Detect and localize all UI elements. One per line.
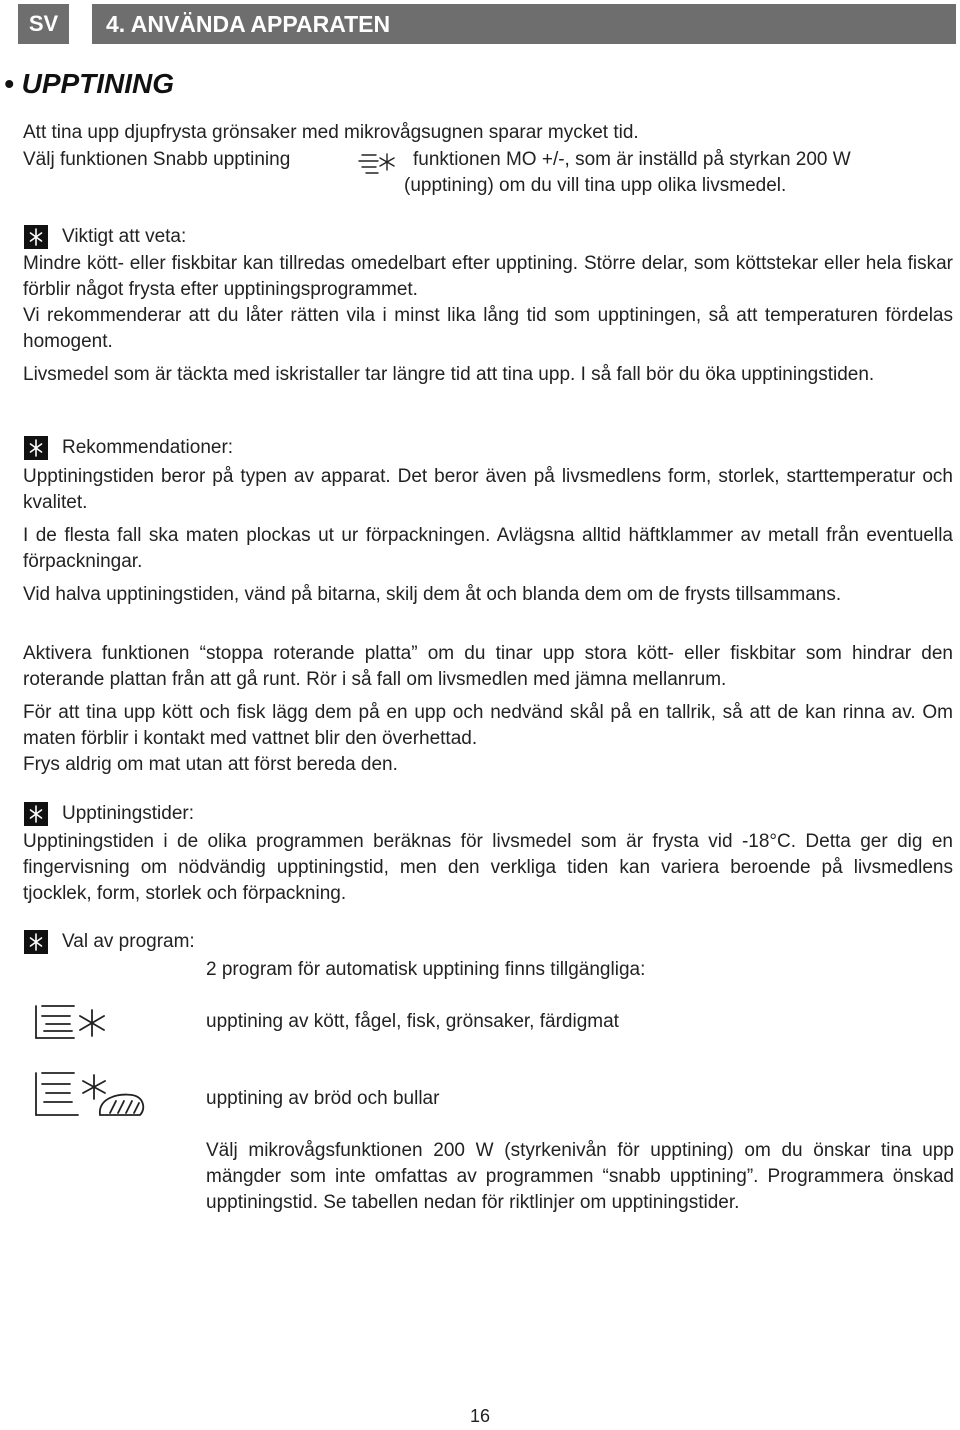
program-1: upptining av kött, fågel, fisk, grönsaker, färdigmat [206, 1011, 619, 1032]
program-2: upptining av bröd och bullar [206, 1088, 440, 1109]
snowflake-note-icon [24, 802, 48, 826]
quick-defrost-icon [356, 148, 400, 180]
paragraph: Vid halva upptiningstiden, vänd på bitarna, skilj dem åt och blanda dem om de frysts tillsammans. [23, 584, 842, 605]
section-title-text: UPPTINING [21, 68, 175, 99]
defrost-program-icon [34, 1002, 110, 1042]
programs-intro: 2 program för automatisk upptining finns tillgängliga: [206, 959, 646, 980]
paragraph: Frys aldrig om mat utan att först bereda den. [23, 754, 398, 775]
snowflake-note-icon [24, 436, 48, 460]
note-program-selection [24, 929, 195, 955]
section-title: • UPPTINING [4, 68, 175, 99]
note-heading: Viktigt att veta: [62, 226, 187, 247]
programs-outro: Välj mikrovågsfunktionen 200 W (styrkenivån för upptining) om du önskar tina upp mängder som inte omfattas av programmen “snabb upptining”. Programmera önskad upptiningstid. Se tabellen nedan för riktlinjer om upptiningstider. [206, 1140, 954, 1213]
bread-defrost-icon [34, 1069, 146, 1121]
note-heading: Rekommendationer: [62, 437, 234, 458]
paragraph: Livsmedel som är täckta med iskristaller tar längre tid att tina upp. I så fall bör du öka upptiningstiden. [23, 364, 875, 385]
page-number: 16 [469, 1406, 491, 1426]
paragraph: Upptiningstiden i de olika programmen beräknas för livsmedel som är frysta vid -18°C. Detta ger dig en fingervisning om nödvändig upptiningstid, men den verkliga tiden kan variera beroende på livsmedlens tjocklek, form, storlek och förpackning. [23, 831, 953, 904]
note-recommendations [24, 435, 233, 461]
note-defrost-times [24, 801, 194, 827]
note-heading: Val av program: [62, 931, 195, 952]
chapter-title: 4. ANVÄNDA APPARATEN [92, 4, 956, 44]
intro-line-2b: funktionen MO +/-, som är inställd på styrkan 200 W [413, 149, 851, 170]
note-heading: Upptiningstider: [62, 803, 195, 824]
snowflake-note-icon [24, 225, 48, 249]
paragraph: I de flesta fall ska maten plockas ut ur förpackningen. Avlägsna alltid häftklammer av metall från eventuella förpackningar. [23, 525, 953, 572]
intro-line-2a: Välj funktionen Snabb upptining [23, 149, 291, 170]
paragraph: Mindre kött- eller fiskbitar kan tillredas omedelbart efter upptining. Större delar, som köttstekar eller hela fiskar förblir något frysta efter upptiningsprogrammet. [23, 253, 953, 300]
paragraph: Aktivera funktionen “stoppa roterande platta” om du tinar upp stora kött- eller fiskbitar som hindrar den roterande plattan från att gå runt. Rör i så fall om livsmedlen med jämna mellanrum. [23, 643, 953, 690]
note-important [24, 224, 186, 250]
language-badge: SV [18, 4, 69, 44]
intro-line-1: Att tina upp djupfrysta grönsaker med mikrovågsugnen sparar mycket tid. [23, 122, 639, 143]
paragraph: För att tina upp kött och fisk lägg dem på en upp och nedvänd skål på en tallrik, så att de kan rinna av. Om maten förblir i kontakt med vattnet blir den överhettad. [23, 702, 953, 749]
paragraph: Upptiningstiden beror på typen av apparat. Det beror även på livsmedlens form, storlek, starttemperatur och kvalitet. [23, 466, 953, 513]
snowflake-note-icon [24, 930, 48, 954]
intro-line-3: (upptining) om du vill tina upp olika livsmedel. [404, 175, 787, 196]
paragraph: Vi rekommenderar att du låter rätten vila i minst lika lång tid som upptiningen, så att temperaturen fördelas homogent. [23, 305, 953, 352]
